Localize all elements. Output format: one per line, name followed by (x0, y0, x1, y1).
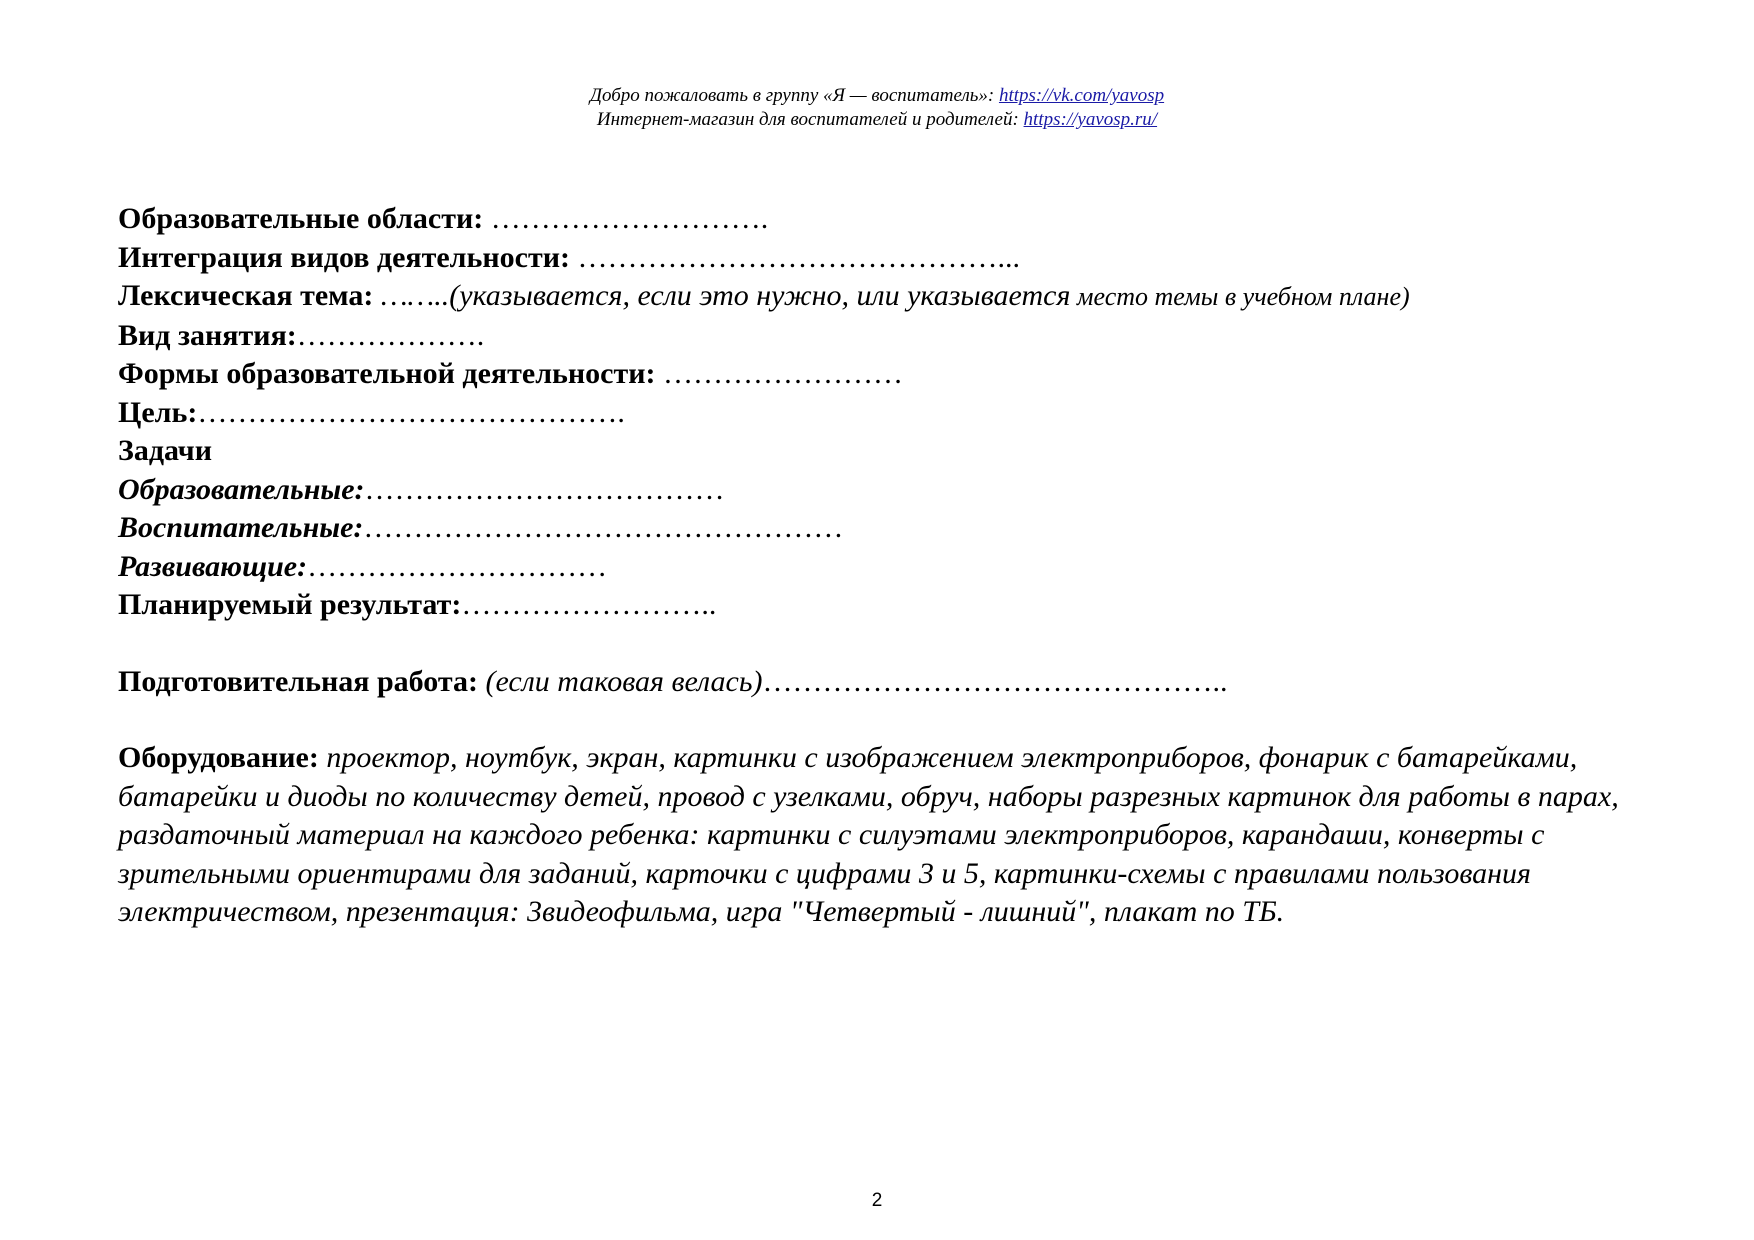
field-developing-tasks (118, 548, 1678, 587)
field-tasks-heading (118, 432, 1678, 471)
field-label: Развивающие: (118, 549, 308, 583)
field-label: Вид занятия: (118, 318, 297, 352)
field-label: Подготовительная работа: (118, 664, 478, 698)
field-planned-result (118, 586, 1678, 625)
field-integration (118, 239, 1678, 278)
field-label: Планируемый результат: (118, 588, 462, 621)
header-line-shop (0, 108, 1754, 132)
field-equipment (118, 739, 1678, 932)
shop-link[interactable]: https://yavosp.ru/ (1023, 109, 1158, 130)
page-number: 2 (871, 1190, 883, 1211)
field-value: ………………………. (483, 202, 769, 235)
field-value: ……………………………………. (197, 395, 625, 429)
spacer (118, 625, 1678, 663)
field-value-note: место темы в учебном плане) (1070, 282, 1410, 311)
field-value: ………………………… (307, 549, 608, 583)
field-label: Образовательные: (118, 472, 365, 506)
field-lexical-topic (118, 277, 1678, 317)
header-shop-text: Интернет-магазин для воспитателей и родителей: (596, 109, 1024, 130)
field-value: ……..(указывается, если это нужно, или указывается (373, 279, 1071, 312)
field-label: Задачи (118, 434, 213, 467)
field-label: Формы образовательной деятельности: (118, 357, 656, 390)
field-label: Оборудование: (118, 741, 319, 774)
field-label: Интеграция видов деятельности: (118, 240, 570, 274)
field-value: ……………………………………….. (762, 664, 1228, 698)
field-value: проектор, ноутбук, экран, картинки с изображением электроприборов, фонарик с батарейками, батарейки и диоды по количеству детей, провод с узелками, обруч, наборы разрезных картинок для работы в парах, раздаточный материал на каждого ребенка: картинки с силуэтами электроприборов, карандаши, конверты с зрительными ориентирами для заданий, карточки с цифрами 3 и 5, картинки-схемы с правилами пользования электричеством, презентация: 3видеофильма, игра "Четвертый - лишний", плакат по ТБ. (118, 741, 1619, 928)
field-value: ………………. (296, 318, 485, 352)
field-value-note: (если таковая велась) (477, 664, 763, 698)
field-label: Воспитательные: (118, 511, 364, 544)
field-value: ……………………………………... (569, 240, 1020, 274)
field-value: …………………… (655, 357, 903, 390)
field-value: …………………….. (461, 588, 717, 621)
header-line-group (0, 84, 1754, 108)
field-edu-areas (118, 200, 1678, 239)
field-goal (118, 394, 1678, 433)
field-value: ………………………………………… (363, 511, 844, 544)
page-header (0, 84, 1754, 132)
field-lesson-type (118, 317, 1678, 356)
field-educational-tasks (118, 471, 1678, 510)
field-label: Цель: (118, 395, 198, 429)
field-upbringing-tasks (118, 509, 1678, 548)
field-value: ……………………………… (364, 472, 725, 506)
header-group-text: Добро пожаловать в группу «Я — воспитатель»: (589, 85, 999, 106)
lesson-plan-body (118, 200, 1678, 932)
spacer (118, 701, 1678, 739)
field-label: Образовательные области: (118, 202, 484, 235)
field-label: Лексическая тема: (118, 279, 374, 312)
vk-group-link[interactable]: https://vk.com/yavosp (998, 85, 1165, 106)
field-preparatory-work (118, 663, 1678, 702)
field-activity-forms (118, 355, 1678, 394)
